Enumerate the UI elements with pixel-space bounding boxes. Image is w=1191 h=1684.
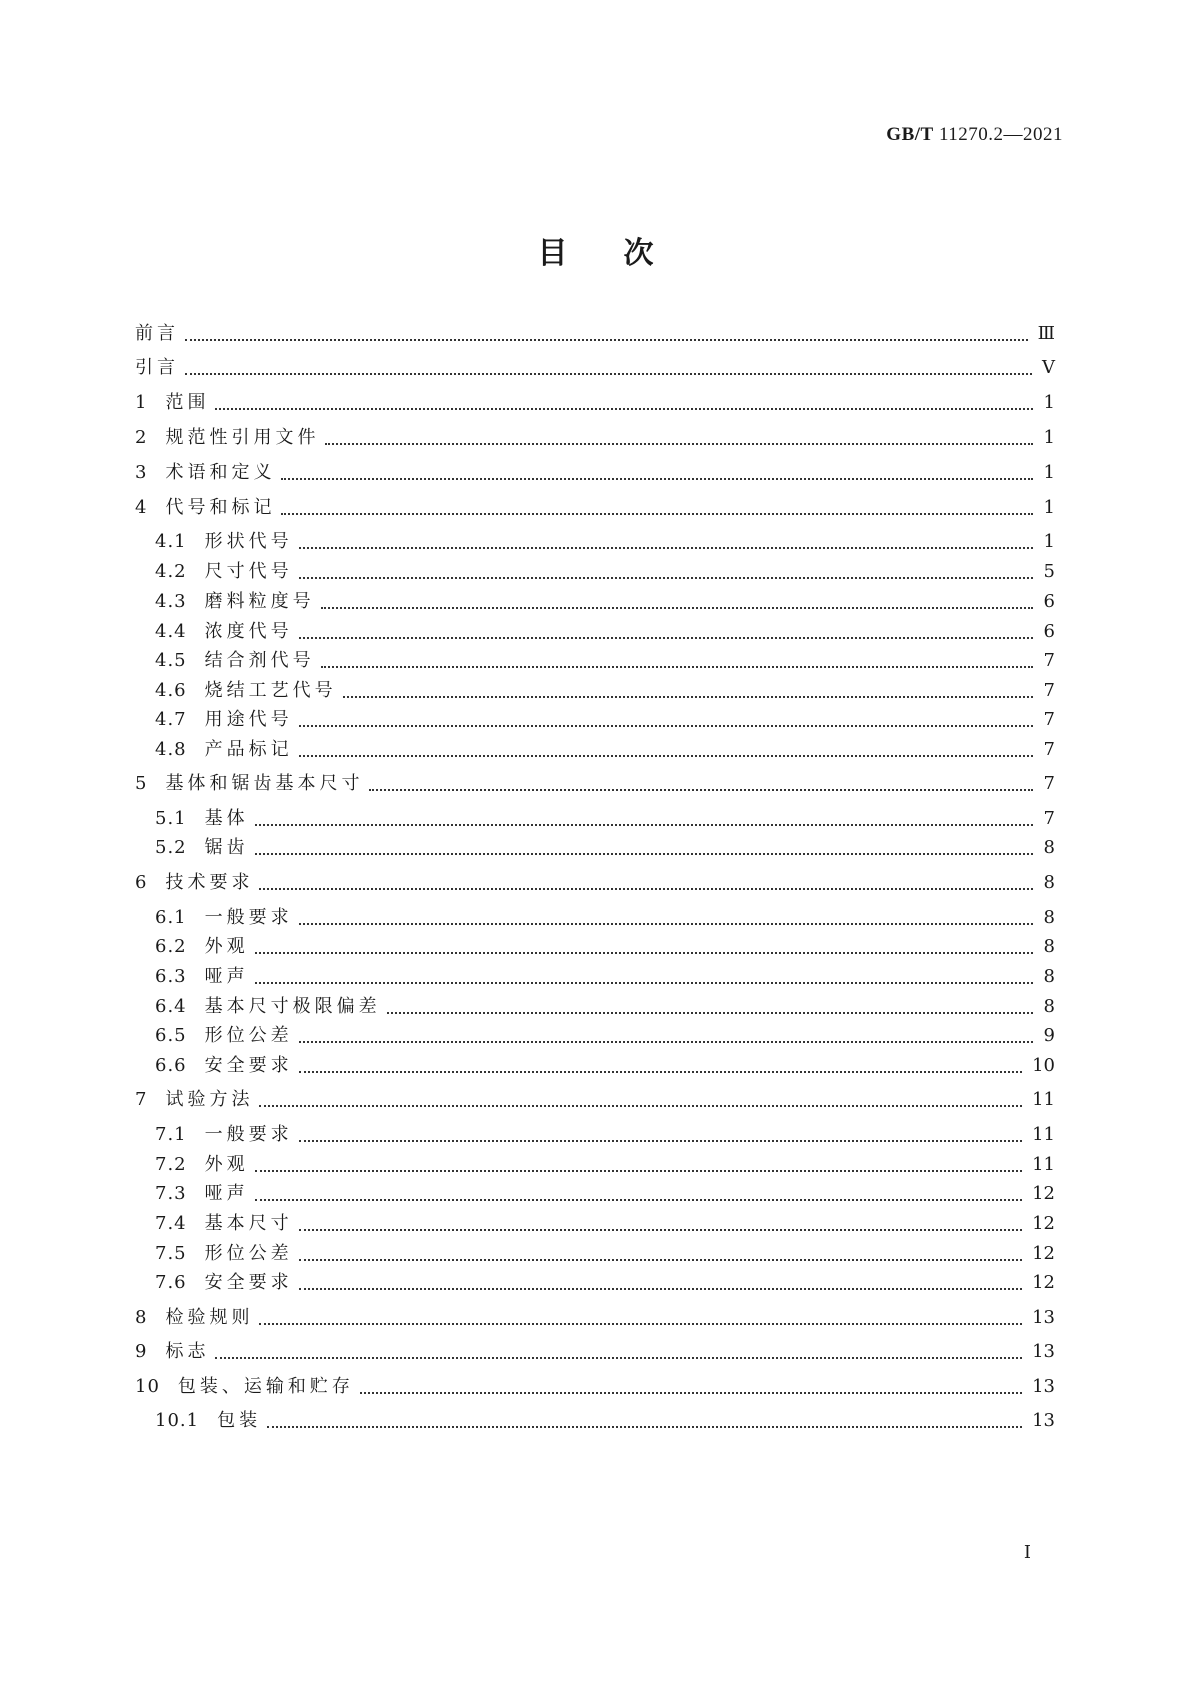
toc-entry-title: 外观 <box>204 936 249 957</box>
toc-entry[interactable] <box>135 1088 1055 1112</box>
toc-entry-page: 13 <box>1032 1376 1055 1397</box>
toc-dot-leader <box>255 980 1033 984</box>
toc-dot-leader <box>299 1069 1022 1073</box>
toc-dot-leader <box>299 1257 1022 1261</box>
toc-entry-number: 4.6 <box>155 680 187 701</box>
toc-dot-leader <box>299 1138 1022 1142</box>
toc-entry[interactable] <box>135 871 1055 895</box>
toc-entry[interactable] <box>155 1212 1055 1236</box>
toc-dot-leader <box>299 545 1033 549</box>
toc-dot-leader <box>255 1197 1022 1201</box>
toc-entry-number: 5.2 <box>155 837 187 858</box>
toc-entry-page: 1 <box>1043 427 1055 448</box>
toc-entry-number: 4 <box>135 497 148 518</box>
toc-entry[interactable] <box>155 1409 1055 1433</box>
toc-entry-title: 用途代号 <box>204 709 293 730</box>
toc-dot-leader <box>215 1355 1022 1359</box>
toc-dot-leader <box>299 635 1033 639</box>
toc-entry-page: 8 <box>1043 872 1055 893</box>
toc-entry-page: 13 <box>1032 1307 1055 1328</box>
toc-entry-title: 包装 <box>217 1410 262 1431</box>
toc-entry[interactable] <box>135 496 1055 520</box>
toc-entry[interactable] <box>155 1271 1055 1295</box>
toc-entry[interactable] <box>155 679 1055 703</box>
document-code-prefix: GB/T <box>886 124 934 145</box>
toc-entry-page: 1 <box>1043 392 1055 413</box>
toc-dot-leader <box>255 950 1033 954</box>
toc-dot-leader <box>299 723 1033 727</box>
toc-entry[interactable] <box>155 935 1055 959</box>
toc-entry[interactable] <box>155 1182 1055 1206</box>
toc-dot-leader <box>299 753 1033 757</box>
toc-entry-page: 11 <box>1032 1124 1055 1145</box>
toc-entry-title: 代号和标记 <box>165 497 276 518</box>
toc-entry[interactable] <box>155 530 1055 554</box>
toc-entry-number: 9 <box>135 1341 148 1362</box>
toc-entry-page: 12 <box>1032 1243 1055 1264</box>
toc-entry[interactable] <box>155 649 1055 673</box>
toc-entry-title: 术语和定义 <box>165 462 276 483</box>
toc-entry-number: 3 <box>135 462 148 483</box>
toc-entry[interactable] <box>135 1375 1055 1399</box>
toc-entry-page: 7 <box>1043 650 1055 671</box>
toc-entry-page: Ⅲ <box>1037 323 1055 344</box>
toc-entry-page: 9 <box>1043 1025 1055 1046</box>
toc-dot-leader <box>360 1390 1022 1394</box>
toc-entry-title: 基本尺寸极限偏差 <box>204 996 381 1017</box>
toc-entry-page: 6 <box>1043 591 1055 612</box>
toc-title: 目次 <box>537 236 710 271</box>
toc-entry-page: 1 <box>1043 462 1055 483</box>
toc-entry-title: 产品标记 <box>204 739 293 760</box>
toc-entry-page: 12 <box>1032 1213 1055 1234</box>
toc-entry[interactable] <box>155 1123 1055 1147</box>
toc-entry-title: 安全要求 <box>204 1272 293 1293</box>
toc-entry[interactable] <box>155 708 1055 732</box>
toc-entry-page: 7 <box>1043 808 1055 829</box>
toc-entry-page: 8 <box>1043 936 1055 957</box>
toc-entry-title: 包装、运输和贮存 <box>177 1376 354 1397</box>
toc-entry[interactable] <box>135 461 1055 485</box>
toc-entry-title: 外观 <box>204 1154 249 1175</box>
toc-entry-number: 6.1 <box>155 907 187 928</box>
toc-entry-page: Ⅴ <box>1042 357 1055 378</box>
toc-entry[interactable] <box>155 1242 1055 1266</box>
toc-entry[interactable] <box>135 322 1055 346</box>
toc-dot-leader <box>255 822 1033 826</box>
toc-dot-leader <box>299 1227 1022 1231</box>
toc-entry-number: 4.4 <box>155 621 187 642</box>
toc-entry[interactable] <box>135 356 1055 380</box>
toc-entry-title: 基本尺寸 <box>204 1213 293 1234</box>
toc-dot-leader <box>299 575 1033 579</box>
document-code <box>886 124 1063 146</box>
toc-entry-number: 7.3 <box>155 1183 187 1204</box>
toc-entry-page: 7 <box>1043 709 1055 730</box>
toc-entry-title: 尺寸代号 <box>204 561 293 582</box>
toc-dot-leader <box>259 886 1033 890</box>
toc-entry-page: 10 <box>1032 1055 1055 1076</box>
toc-entry-title: 标志 <box>165 1341 210 1362</box>
toc-entry-title: 安全要求 <box>204 1055 293 1076</box>
page-number: I <box>1023 1542 1031 1563</box>
toc-entry-title: 基体和锯齿基本尺寸 <box>165 773 364 794</box>
toc-entry-title: 结合剂代号 <box>204 650 315 671</box>
toc-entry-title: 前言 <box>135 323 179 344</box>
toc-entry[interactable] <box>155 1054 1055 1078</box>
toc-entry-page: 12 <box>1032 1272 1055 1293</box>
toc-dot-leader <box>325 441 1033 445</box>
toc-entry-number: 4.8 <box>155 739 187 760</box>
toc-entry-title: 形状代号 <box>204 531 293 552</box>
toc-entry-page: 5 <box>1043 561 1055 582</box>
toc-entry-number: 4.7 <box>155 709 187 730</box>
toc-entry-title: 形位公差 <box>204 1025 293 1046</box>
toc-entry[interactable] <box>155 1153 1055 1177</box>
toc-entry-page: 8 <box>1043 966 1055 987</box>
toc-entry-page: 8 <box>1043 837 1055 858</box>
toc-entry-number: 7.2 <box>155 1154 187 1175</box>
toc-entry-title: 一般要求 <box>204 907 293 928</box>
toc-entry-title: 检验规则 <box>165 1307 254 1328</box>
toc-dot-leader <box>259 1321 1022 1325</box>
toc-entry[interactable] <box>135 1306 1055 1330</box>
toc-entry[interactable] <box>155 965 1055 989</box>
toc-entry-page: 11 <box>1032 1089 1055 1110</box>
toc-entry-title: 范围 <box>165 392 210 413</box>
toc-entry-number: 2 <box>135 427 148 448</box>
toc-entry-number: 1 <box>135 392 148 413</box>
toc-entry-number: 5.1 <box>155 808 187 829</box>
toc-entry-number: 8 <box>135 1307 148 1328</box>
toc-dot-leader <box>255 1168 1022 1172</box>
toc-dot-leader <box>255 851 1033 855</box>
toc-entry-number: 6 <box>135 872 148 893</box>
toc-entry[interactable] <box>155 995 1055 1019</box>
toc-entry-title: 哑声 <box>204 1183 249 1204</box>
toc-entry-title: 浓度代号 <box>204 621 293 642</box>
toc-entry-title: 规范性引用文件 <box>165 427 320 448</box>
toc-entry-number: 7.4 <box>155 1213 187 1234</box>
toc-entry-page: 13 <box>1032 1410 1055 1431</box>
toc-entry[interactable] <box>155 590 1055 614</box>
toc-entry-number: 4.5 <box>155 650 187 671</box>
toc-entry-page: 7 <box>1043 680 1055 701</box>
toc-entry-number: 6.3 <box>155 966 187 987</box>
toc-entry-number: 6.5 <box>155 1025 187 1046</box>
toc-dot-leader <box>299 1286 1022 1290</box>
toc-entry-number: 7 <box>135 1089 148 1110</box>
toc-entry-page: 7 <box>1043 773 1055 794</box>
toc-entry-page: 12 <box>1032 1183 1055 1204</box>
toc-entry-number: 4.3 <box>155 591 187 612</box>
toc-entry-page: 7 <box>1043 739 1055 760</box>
toc-entry[interactable] <box>155 906 1055 930</box>
toc-entry[interactable] <box>155 807 1055 831</box>
toc-entry[interactable] <box>135 1340 1055 1364</box>
toc-entry-title: 形位公差 <box>204 1243 293 1264</box>
toc-entry[interactable] <box>135 391 1055 415</box>
toc-dot-leader <box>321 664 1033 668</box>
toc-entry-page: 8 <box>1043 907 1055 928</box>
toc-entry-number: 7.6 <box>155 1272 187 1293</box>
toc-dot-leader <box>281 476 1033 480</box>
toc-entry-title: 试验方法 <box>165 1089 254 1110</box>
toc-entry-title: 哑声 <box>204 966 249 987</box>
toc-entry-page: 1 <box>1043 497 1055 518</box>
toc-entry-title: 磨料粒度号 <box>204 591 315 612</box>
toc-entry-title: 锯齿 <box>204 837 249 858</box>
toc-entry-page: 8 <box>1043 996 1055 1017</box>
toc-entry-page: 13 <box>1032 1341 1055 1362</box>
toc-dot-leader <box>387 1010 1033 1014</box>
toc-entry-page: 6 <box>1043 621 1055 642</box>
toc-entry[interactable] <box>135 426 1055 450</box>
toc-entry[interactable] <box>155 1024 1055 1048</box>
toc-dot-leader <box>267 1424 1022 1428</box>
toc-entry[interactable] <box>155 738 1055 762</box>
toc-entry-title: 引言 <box>135 357 179 378</box>
toc-entry-number: 4.1 <box>155 531 187 552</box>
toc-dot-leader <box>185 371 1032 375</box>
toc-entry-title: 技术要求 <box>165 872 254 893</box>
toc-dot-leader <box>321 605 1033 609</box>
toc-entry-page: 1 <box>1043 531 1055 552</box>
toc-entry-title: 基体 <box>204 808 249 829</box>
toc-dot-leader <box>369 787 1033 791</box>
toc-dot-leader <box>299 1039 1033 1043</box>
toc-entry[interactable] <box>155 560 1055 584</box>
toc-entry-title: 烧结工艺代号 <box>204 680 337 701</box>
toc-entry-number: 7.1 <box>155 1124 187 1145</box>
toc-dot-leader <box>299 921 1033 925</box>
toc-entry-number: 10 <box>135 1376 160 1397</box>
toc-entry-title: 一般要求 <box>204 1124 293 1145</box>
toc-entry-number: 4.2 <box>155 561 187 582</box>
toc-entry-page: 11 <box>1032 1154 1055 1175</box>
toc-entry-number: 6.2 <box>155 936 187 957</box>
document-code-number: 11270.2—2021 <box>933 124 1063 145</box>
toc-entry-number: 10.1 <box>155 1410 200 1431</box>
toc-entry-number: 6.6 <box>155 1055 187 1076</box>
toc-dot-leader <box>215 406 1033 410</box>
toc-entry[interactable] <box>155 836 1055 860</box>
toc-entry-number: 5 <box>135 773 148 794</box>
toc-entry-number: 7.5 <box>155 1243 187 1264</box>
toc-entry[interactable] <box>155 620 1055 644</box>
toc-dot-leader <box>259 1103 1022 1107</box>
toc-entry-number: 6.4 <box>155 996 187 1017</box>
toc-entry[interactable] <box>135 772 1055 796</box>
toc-dot-leader <box>281 511 1033 515</box>
toc-dot-leader <box>185 337 1028 341</box>
toc-dot-leader <box>343 694 1033 698</box>
